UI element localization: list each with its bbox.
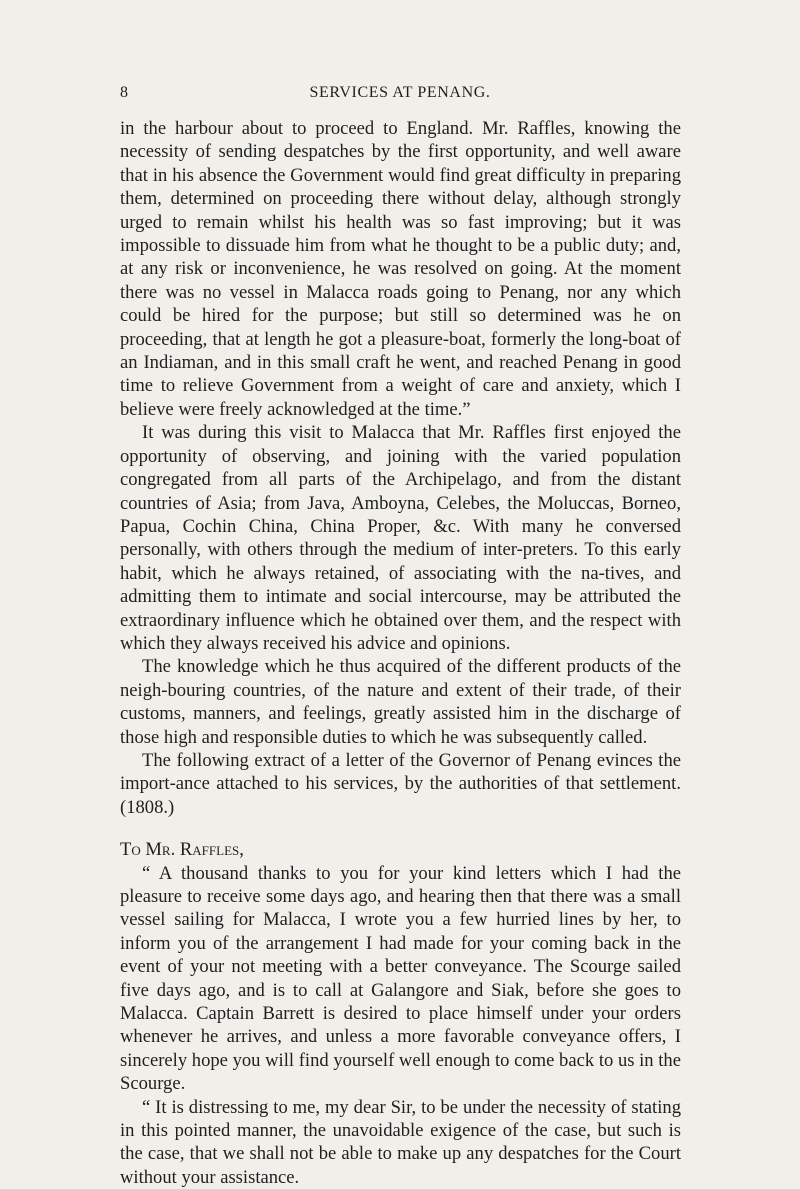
paragraph-malacca-visit: It was during this visit to Malacca that Mr. Raffles first enjoyed the opportunity of observing, and joining with the varied population congregated from all parts of the Archipelago, and from the distant countries of Asia; from Java, Amboyna, Celebes, the Moluccas, Borneo, Papua, Cochin China, China Proper, &c. With many he conversed personally, with others through the medium of inter-preters. To this early habit, which he always retained, of associating with the na-tives, and admitting them to intimate and social intercourse, may be attributed the extraordinary influence which he obtained over them, and the respect with which they always received his advice and opinions. [120, 422, 681, 654]
body-text [120, 117, 681, 1189]
paragraph-extract-intro: The following extract of a letter of the Governor of Penang evinces the import-ance attached to his services, by the authorities of that settlement. (1808.) [120, 749, 681, 818]
letter-paragraph: “ A thousand thanks to you for your kind letters which I had the pleasure to receive some days ago, and hearing then that there was a small vessel sailing for Malacca, I wrote you a few hurried lines by her, to inform you of the arrangement I had made for your coming back in the event of your not meeting with a better conveyance. The Scourge sailed five days ago, and is to call at Galangore and Siak, before she goes to Malacca. Captain Barrett is desired to place himself under your orders whenever he arrives, and unless a more favorable conveyance offers, I sincerely hope you will find yourself well enough to come back to us in the Scourge. [120, 862, 681, 1095]
page-number: 8 [120, 84, 129, 101]
running-head [120, 84, 680, 108]
letter-paragraph: “ It is distressing to me, my dear Sir, to be under the necessity of stating in this pointed manner, the unavoidable exigence of the case, but such is the case, that we shall not be able to make up any despatches for the Court without your assistance. [120, 1096, 681, 1188]
paragraph-knowledge: The knowledge which he thus acquired of the different products of the neigh-bouring countries, of the nature and extent of their trade, of their customs, manners, and feelings, greatly assisted him in the discharge of those high and responsible duties to which he was subsequently called. [120, 656, 681, 748]
running-title: SERVICES AT PENANG. [309, 84, 491, 101]
letter-salutation: To Mr. Raffles, [120, 839, 244, 861]
paragraph-continuation: in the harbour about to proceed to England. Mr. Raffles, knowing the necessity of sending despatches by the first opportunity, and well aware that in his absence the Government would find great difficulty in preparing them, determined on proceeding there without delay, although strongly urged to remain whilst his health was so fast improving; but it was impossible to dissuade him from what he thought to be a public duty; and, at any risk or inconvenience, he was resolved on going. At the moment there was no vessel in Malacca roads going to Penang, nor any which could be hired for the purpose; but still so determined was he on proceeding, that at length he got a pleasure-boat, formerly the long-boat of an Indiaman, and in this small craft he went, and reached Penang in good time to relieve Government from a weight of care and anxiety, which I believe were freely acknowledged at the time.” [120, 118, 681, 420]
